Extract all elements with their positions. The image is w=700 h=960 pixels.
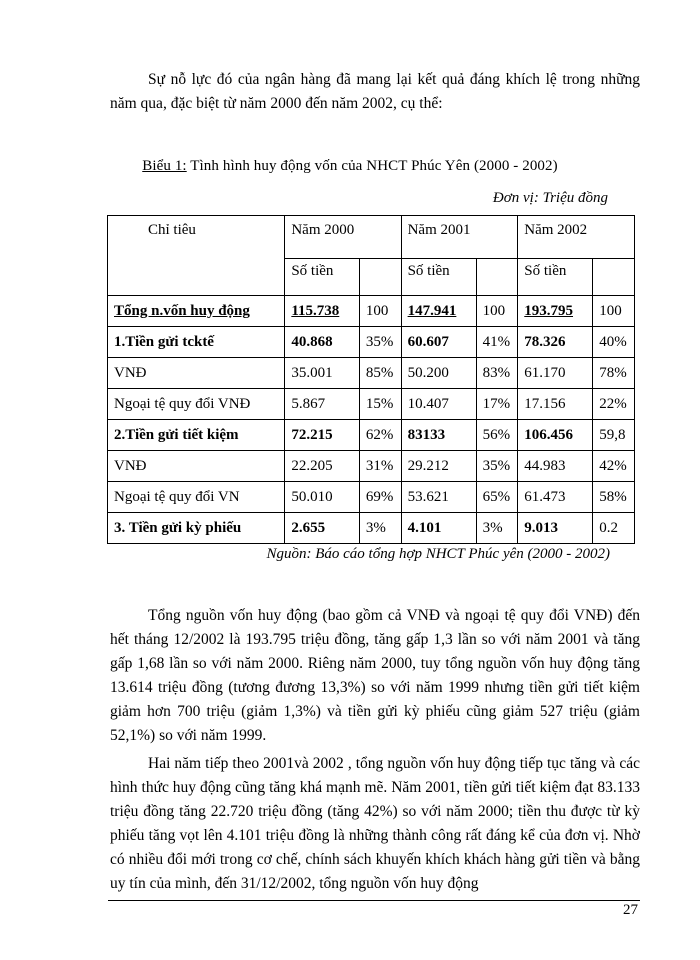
pct-2002: 58%: [593, 482, 635, 513]
row-label: Ngoại tệ quy đổi VNĐ: [108, 389, 285, 420]
pct-2000: 100: [359, 296, 401, 327]
value-2000: 115.738: [285, 296, 360, 327]
pct-2001: 56%: [476, 420, 518, 451]
pct-2000: 85%: [359, 358, 401, 389]
pct-2002: 78%: [593, 358, 635, 389]
row-label: 3. Tiền gửi kỳ phiếu: [108, 513, 285, 544]
table-row-savings-deposits: [108, 420, 635, 451]
header-indicator: Chỉ tiêu: [108, 216, 285, 296]
row-label: Ngoại tệ quy đổi VN: [108, 482, 285, 513]
value-2000: 40.868: [285, 327, 360, 358]
table-header-row: [108, 216, 635, 259]
row-label: VNĐ: [108, 451, 285, 482]
table-row-promissory-notes: [108, 513, 635, 544]
pct-2001: 65%: [476, 482, 518, 513]
header-amount-2002: Số tiền: [518, 259, 593, 296]
row-label: VNĐ: [108, 358, 285, 389]
pct-2000: 31%: [359, 451, 401, 482]
value-2002: 44.983: [518, 451, 593, 482]
pct-2002: 59,8: [593, 420, 635, 451]
value-2000: 72.215: [285, 420, 360, 451]
header-year-2002: Năm 2002: [518, 216, 635, 259]
value-2000: 35.001: [285, 358, 360, 389]
header-amount-2000: Số tiền: [285, 259, 360, 296]
value-2001: 147.941: [401, 296, 476, 327]
pct-2001: 83%: [476, 358, 518, 389]
header-year-2000: Năm 2000: [285, 216, 401, 259]
table-row-vnd: [108, 358, 635, 389]
value-2002: 78.326: [518, 327, 593, 358]
value-2000: 2.655: [285, 513, 360, 544]
value-2001: 53.621: [401, 482, 476, 513]
value-2001: 4.101: [401, 513, 476, 544]
pct-2002: 100: [593, 296, 635, 327]
pct-2001: 3%: [476, 513, 518, 544]
row-label: Tổng n.vốn huy động: [108, 296, 285, 327]
pct-2001: 41%: [476, 327, 518, 358]
pct-2000: 69%: [359, 482, 401, 513]
pct-2002: 42%: [593, 451, 635, 482]
pct-2000: 35%: [359, 327, 401, 358]
value-2001: 83133: [401, 420, 476, 451]
value-2000: 22.205: [285, 451, 360, 482]
table-row-vnd: [108, 451, 635, 482]
table-row-total: [108, 296, 635, 327]
source-note: Nguồn: Báo cáo tổng hợp NHCT Phúc yên (2000 - 2002): [266, 546, 610, 562]
pct-2001: 35%: [476, 451, 518, 482]
value-2002: 61.170: [518, 358, 593, 389]
caption-label: Biểu 1:: [142, 158, 187, 174]
pct-2000: 15%: [359, 389, 401, 420]
pct-2002: 22%: [593, 389, 635, 420]
header-pct-2000: [359, 259, 401, 296]
row-label: 1.Tiền gửi tcktế: [108, 327, 285, 358]
header-pct-2001: [476, 259, 518, 296]
row-label: 2.Tiền gửi tiết kiệm: [108, 420, 285, 451]
value-2000: 50.010: [285, 482, 360, 513]
intro-paragraph: Sự nỗ lực đó của ngân hàng đã mang lại kết quả đáng khích lệ trong những năm qua, đặc biệt từ năm 2000 đến năm 2002, cụ thể:: [110, 71, 640, 112]
table-caption: [0, 158, 700, 175]
capital-mobilization-table: [107, 215, 635, 544]
body-paragraph-2: Hai năm tiếp theo 2001và 2002 , tổng nguồn vốn huy động tiếp tục tăng và các hình thức huy động cũng tăng khá mạnh mẽ. Năm 2001, tiền gửi tiết kiệm đạt 83.133 triệu đồng tăng 22.720 triệu đồng (tăng 42%) so với năm 2000; tiền thu được từ kỳ phiếu tăng vọt lên 4.101 triệu đồng là những thành công rất đáng kể của đơn vị. Nhờ có nhiều đổi mới trong cơ chế, chính sách khuyến khích khách hàng gửi tiền và bằng uy tín của mình, đến 31/12/2002, tổng nguồn vốn huy động: [110, 755, 640, 892]
body-paragraph-1: Tổng nguồn vốn huy động (bao gồm cả VNĐ và ngoại tệ quy đổi VNĐ) đến hết tháng 12/2002 là 193.795 triệu đồng, tăng gấp 1,3 lần so với năm 2001 và tăng gấp 1,68 lần so với năm 2000. Riêng năm 2000, tuy tổng nguồn vốn huy động tăng 13.614 triệu đồng (tương đương 13,3%) so với năm 1999 nhưng tiền gửi tiết kiệm giảm hơn 700 triệu (giảm 1,3%) và tiền gửi kỳ phiếu cũng giảm 527 triệu (giảm 52,1%) so với năm 1999.: [110, 607, 640, 744]
pct-2002: 40%: [593, 327, 635, 358]
header-pct-2002: [593, 259, 635, 296]
header-year-2001: Năm 2001: [401, 216, 518, 259]
value-2002: 17.156: [518, 389, 593, 420]
value-2001: 60.607: [401, 327, 476, 358]
value-2001: 29.212: [401, 451, 476, 482]
value-2001: 10.407: [401, 389, 476, 420]
pct-2001: 17%: [476, 389, 518, 420]
value-2002: 193.795: [518, 296, 593, 327]
pct-2002: 0.2: [593, 513, 635, 544]
value-2002: 61.473: [518, 482, 593, 513]
caption-text: Tình hình huy động vốn của NHCT Phúc Yên (2000 - 2002): [186, 158, 558, 174]
value-2002: 106.456: [518, 420, 593, 451]
table-row-foreign-currency: [108, 389, 635, 420]
pct-2001: 100: [476, 296, 518, 327]
pct-2000: 3%: [359, 513, 401, 544]
header-amount-2001: Số tiền: [401, 259, 476, 296]
table-row-foreign-currency: [108, 482, 635, 513]
value-2001: 50.200: [401, 358, 476, 389]
unit-note: Đơn vị: Triệu đồng: [492, 190, 608, 206]
value-2000: 5.867: [285, 389, 360, 420]
value-2002: 9.013: [518, 513, 593, 544]
footer-divider: [108, 900, 640, 901]
pct-2000: 62%: [359, 420, 401, 451]
table-row-economic-deposits: [108, 327, 635, 358]
page-number: 27: [623, 902, 638, 918]
